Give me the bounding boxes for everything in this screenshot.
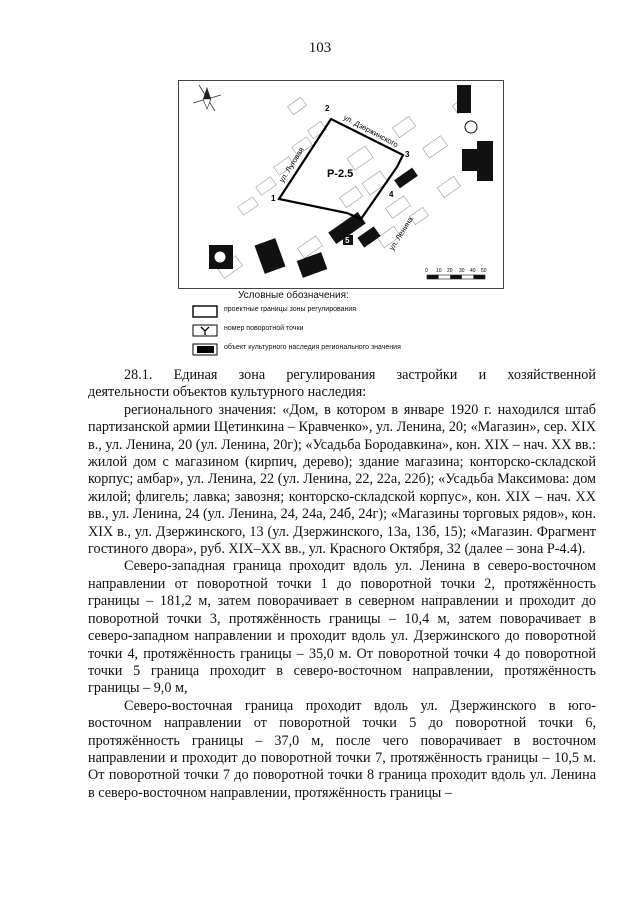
street-label-lugovaya: ул. Луговая: [277, 145, 306, 185]
scale-tick-label: 40: [470, 268, 476, 274]
map-legend: [178, 290, 538, 358]
street-label-lenina: ул. Ленина: [387, 215, 415, 253]
legend-item-label: объект культурного наследия регионального значения: [224, 344, 401, 351]
document-body: [88, 367, 596, 802]
turning-point-label: 5: [345, 236, 350, 245]
street-label-dzerzhinskogo: ул. Дзержинского: [342, 112, 400, 150]
legend-title: Условные обозначения:: [238, 290, 349, 301]
compass-icon: [193, 85, 221, 111]
turning-point-label: 2: [325, 104, 330, 113]
turning-point-marker-icon: [192, 324, 218, 337]
scale-tick-label: 30: [459, 268, 465, 274]
heritage-objects: [209, 85, 493, 278]
section-heading-line2: деятельности объектов культурного наследия:: [88, 384, 367, 401]
scale-tick-label: 10: [436, 268, 442, 274]
page-number: 103: [308, 40, 332, 56]
section-number: 28.1.: [124, 367, 153, 383]
zone-label: Р-2.5: [327, 168, 354, 180]
scale-bar: [425, 268, 487, 279]
legend-item-label: номер поворотной точки: [224, 325, 304, 332]
turning-point-label: 1: [271, 194, 276, 203]
paragraph: регионального значения: «Дом, в котором в январе 1920 г. находился штаб партизанской армии Щетинкина – Кравченко», ул. Ленина, 20; «Магазин», сер. XIX в., ул. Ленина, 20 (ул. Ленина, 20г); «Усадьба Бородавкина», кон. XIX – нач. XX вв.: жилой дом с магазином (кирпич, дерево); здание магазина; конторско-складской корпус; амбар», ул. Ленина, 22 (ул. Ленина, 22, 22а, 22б); «Усадьба Максимова: дом жилой; флигель; лавка; завозня; конторско-складской корпус», кон. XIX – нач. XX вв., ул. Ленина, 24 (ул. Ленина, 24, 24а, 24б, 24г); «Магазины торговых рядов», кон. XIX в., ул. Дзержинского, 13 (ул. Дзержинского, 13а, 13б, 15); «Магазин. Фрагмент гостиного двора», руб. XIX–XX вв., ул. Красного Октября, 32 (далее – зона Р-4.4).: [88, 401, 596, 558]
scale-tick-label: 0: [425, 268, 428, 274]
rectangle-outline-icon: [192, 305, 218, 318]
scale-tick-label: 20: [447, 268, 453, 274]
turning-point-label: 3: [405, 150, 410, 159]
section-heading: [88, 367, 596, 384]
section-heading-line1: Единая зона регулирования застройки и хозяйственной: [173, 367, 596, 383]
legend-item: [178, 304, 538, 320]
paragraph: Северо-западная граница проходит вдоль ул. Ленина в северо-восточном направлении от поворотной точки 1 до поворотной точки 2, протяжённость границы – 181,2 м, затем поворачивает в северном направлении и проходит до поворотной точки 3, протяжённость границы – 10,4 м, затем поворачивает в северо-западном направлении и проходит вдоль ул. Дзержинского до поворотной точки 4, протяжённость границы – 35,0 м. От поворотной точки 4 до поворотной точки 5 граница проходит в северо-восточном направлении, протяжённость границы – 9,0 м,: [88, 558, 596, 697]
legend-item-label: проектные границы зоны регулирования: [224, 306, 357, 313]
legend-item: [178, 323, 538, 339]
paragraph: Северо-восточная граница проходит вдоль ул. Дзержинского в юго-восточном направлении от поворотной точки 5 до поворотной точки 6, протяжённость границы – 37,0 м, после чего поворачивает в восточном направлении и проходит до поворотной точки 7, протяжённость границы – 10,5 м. От поворотной точки 7 до поворотной точки 8 граница проходит вдоль ул. Ленина в северо-восточном направлении, протяжённость границы –: [88, 697, 596, 801]
map-drawing: [179, 81, 503, 288]
filled-block-icon: [192, 343, 218, 356]
turning-point-label: 4: [389, 190, 394, 199]
legend-item: [178, 342, 538, 358]
scale-tick-label: 50: [481, 268, 487, 274]
zone-map: [178, 80, 504, 289]
